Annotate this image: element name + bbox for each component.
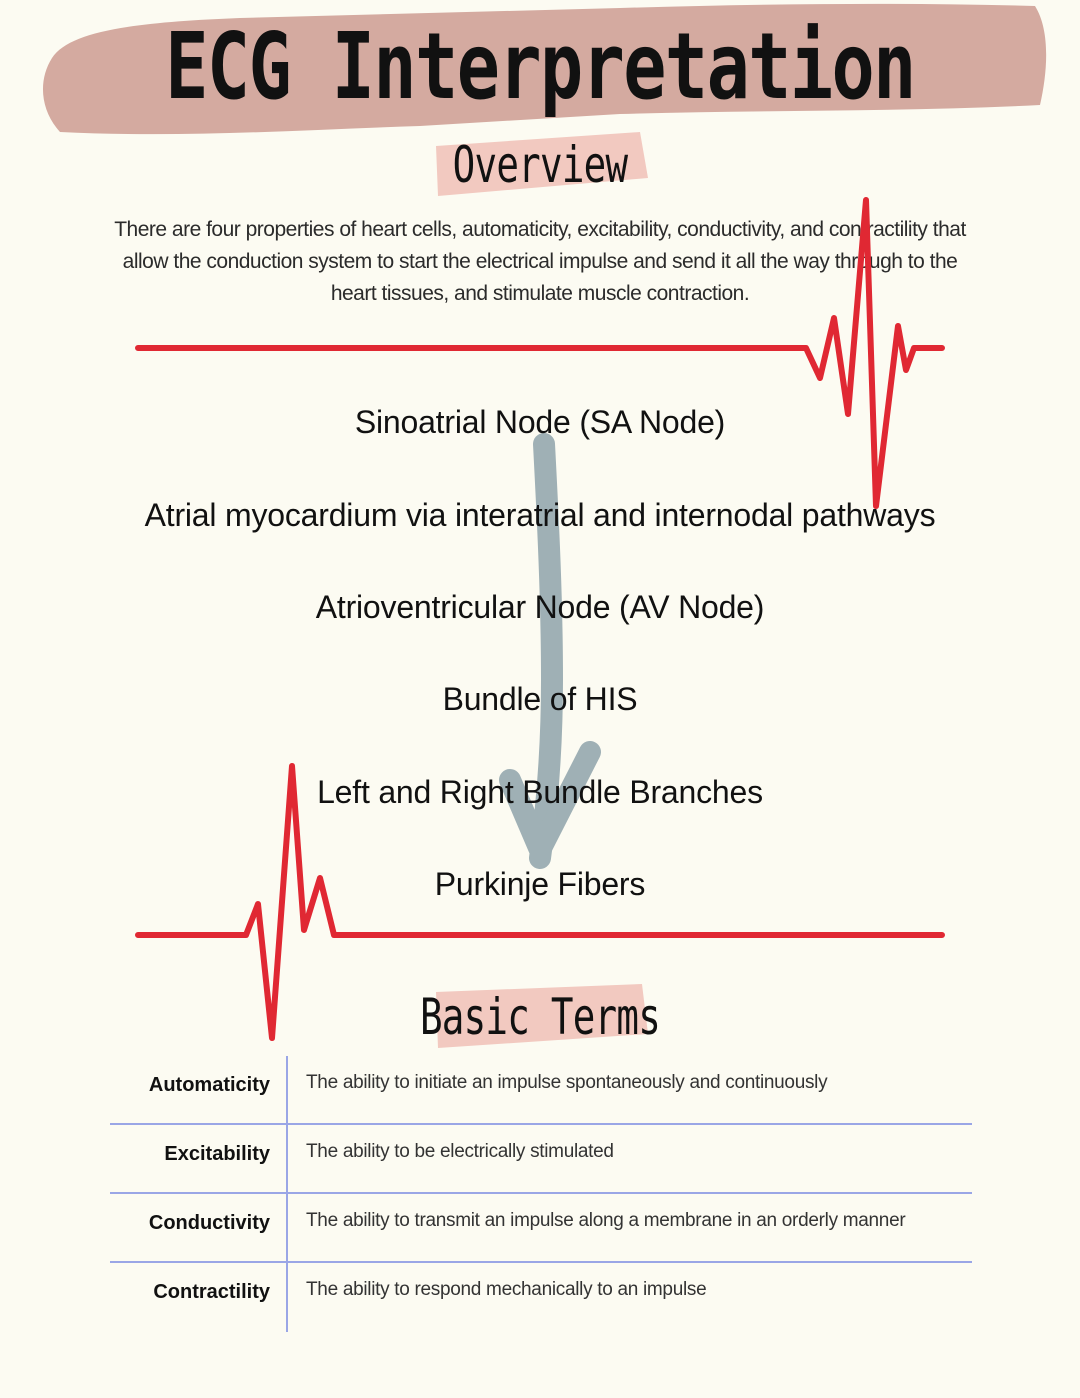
pathway-sa-node: Sinoatrial Node (SA Node) (354, 404, 726, 440)
term-name: Conductivity (148, 1212, 270, 1234)
pathway-purkinje-fibers: Purkinje Fibers (434, 866, 646, 902)
basic-terms-heading: Basic Terms (419, 988, 661, 1046)
pathway-bundle-of-his: Bundle of HIS (442, 681, 638, 717)
term-row-excitability (110, 1139, 972, 1207)
page-title: ECG Interpretation (165, 13, 915, 120)
term-name: Contractility (153, 1281, 270, 1303)
pathway-atrial-myocardium: Atrial myocardium via interatrial and internodal pathways (144, 497, 936, 533)
term-definition: The ability to respond mechanically to an impulse (306, 1279, 707, 1300)
term-row-contractility (110, 1277, 972, 1345)
table-row-divider (110, 1123, 972, 1125)
term-definition: The ability to be electrically stimulated (306, 1141, 614, 1162)
term-name: Excitability (164, 1143, 270, 1165)
table-row-divider (110, 1192, 972, 1194)
term-definition: The ability to transmit an impulse along a membrane in an orderly manner (306, 1210, 906, 1231)
term-name: Automaticity (148, 1074, 270, 1096)
pathway-av-node: Atrioventricular Node (AV Node) (315, 589, 765, 625)
term-definition: The ability to initiate an impulse spontaneously and continuously (306, 1072, 828, 1093)
table-row-divider (110, 1261, 972, 1263)
overview-heading: Overview (452, 136, 628, 194)
pathway-bundle-branches: Left and Right Bundle Branches (317, 774, 763, 810)
term-row-conductivity (110, 1208, 972, 1276)
overview-text: There are four properties of heart cells, automaticity, excitability, conductivity, and contractility that allow the conduction system to start the electrical impulse and send it all the way through to the heart tissues, and stimulate muscle contraction. (114, 218, 966, 305)
term-row-automaticity (110, 1070, 972, 1138)
